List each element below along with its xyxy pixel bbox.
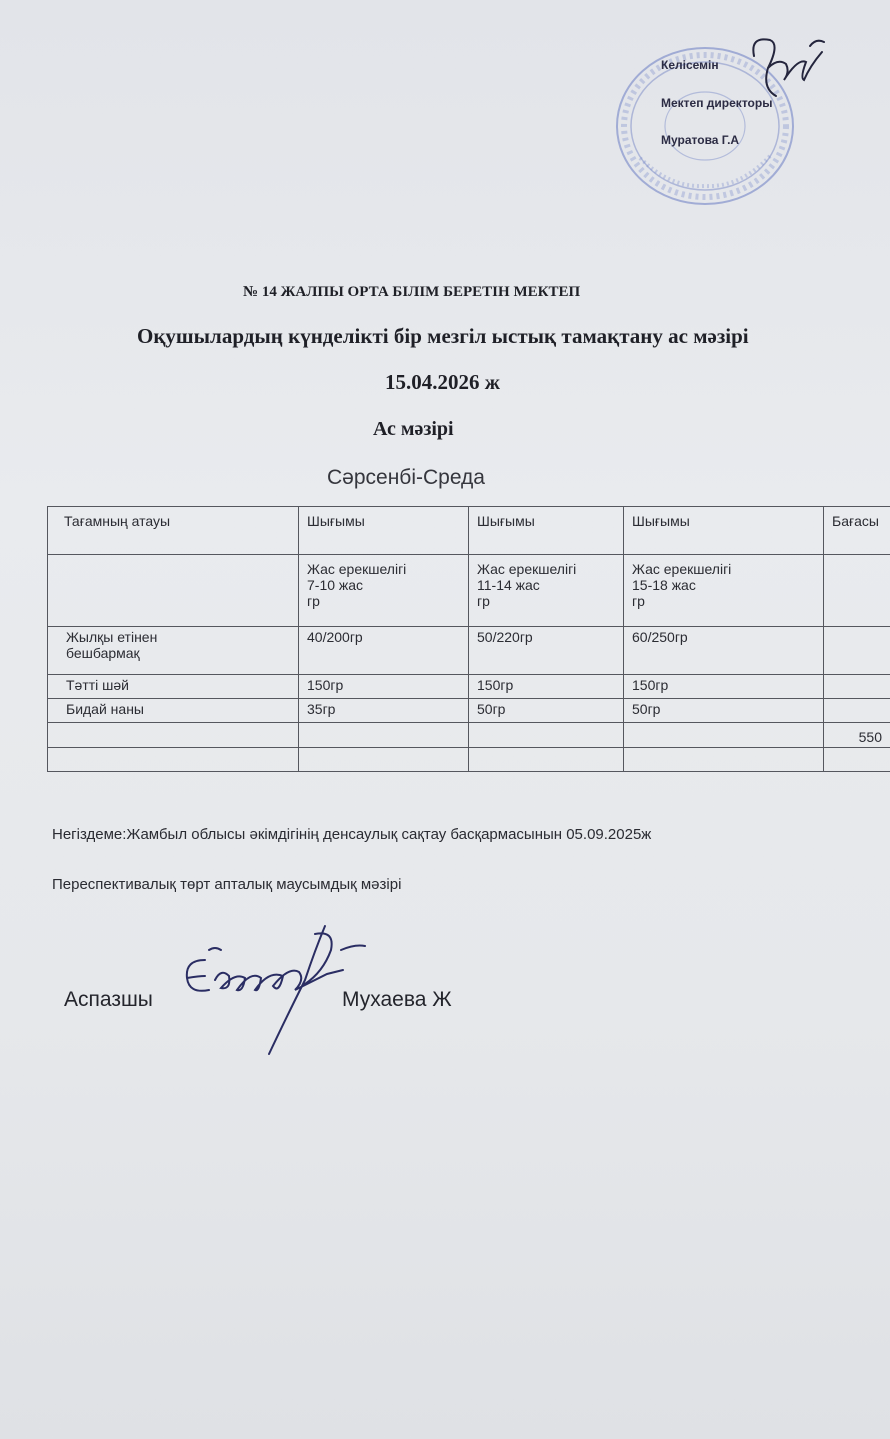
cook-name: Мухаева Ж xyxy=(342,988,452,1011)
table-cell xyxy=(48,748,299,772)
header-cell: Шығымы xyxy=(624,507,824,555)
table-cell: 35гр xyxy=(299,699,469,723)
table-cell xyxy=(48,723,299,748)
table-cell xyxy=(824,675,890,699)
table-cell xyxy=(824,627,890,675)
table-cell: Жылқы етінен бешбармақ xyxy=(48,627,299,675)
approval-position: Мектеп директоры xyxy=(661,96,773,110)
table-cell: 50/220гр xyxy=(469,627,624,675)
table-cell: 50гр xyxy=(469,699,624,723)
table-cell xyxy=(824,699,890,723)
basis-line-1: Негіздеме:Жамбыл облысы әкімдігінің денсаулық сақтау басқармасынын 05.09.2025ж xyxy=(52,826,652,843)
table-header-row xyxy=(48,507,890,555)
table-row xyxy=(48,723,890,748)
table-cell xyxy=(299,723,469,748)
director-signature xyxy=(740,28,830,103)
menu-title: Оқушылардың күнделікті бір мезгіл ыстық тамақтану ас мәзірі xyxy=(137,324,749,348)
day-of-week: Сәрсенбі-Среда xyxy=(327,466,485,489)
table-row xyxy=(48,675,890,699)
table-cell: 150гр xyxy=(469,675,624,699)
table-cell: Жас ерекшелігі 11-14 жас гр xyxy=(469,555,624,627)
table-cell xyxy=(469,723,624,748)
table-row xyxy=(48,555,890,627)
menu-label: Ас мәзірі xyxy=(373,418,454,440)
approval-name: Муратова Г.А xyxy=(661,133,740,147)
table-cell: 60/250гр xyxy=(624,627,824,675)
table-cell xyxy=(624,748,824,772)
header-cell: Шығымы xyxy=(299,507,469,555)
table-cell xyxy=(299,748,469,772)
table-row xyxy=(48,699,890,723)
table-cell: Тәтті шәй xyxy=(48,675,299,699)
table-cell xyxy=(824,748,890,772)
approval-agreed: Келісемін xyxy=(661,58,719,72)
header-cell: Бағасы xyxy=(824,507,890,555)
table-cell: Жас ерекшелігі 7-10 жас гр xyxy=(299,555,469,627)
table-cell: 150гр xyxy=(624,675,824,699)
header-cell: Шығымы xyxy=(469,507,624,555)
table-cell: 40/200гр xyxy=(299,627,469,675)
table-cell: 50гр xyxy=(624,699,824,723)
school-name: № 14 ЖАЛПЫ ОРТА БІЛІМ БЕРЕТІН МЕКТЕП xyxy=(243,284,581,300)
table-cell xyxy=(48,555,299,627)
menu-table xyxy=(47,506,890,772)
table-cell xyxy=(624,723,824,748)
price-cell: 550 xyxy=(824,723,890,748)
table-cell xyxy=(824,555,890,627)
table-row xyxy=(48,748,890,772)
cook-role: Аспазшы xyxy=(64,988,153,1011)
table-cell xyxy=(469,748,624,772)
menu-date: 15.04.2026 ж xyxy=(385,370,500,394)
table-cell: 150гр xyxy=(299,675,469,699)
header-cell: Тағамның атауы xyxy=(48,507,299,555)
table-cell: Бидай наны xyxy=(48,699,299,723)
table-row xyxy=(48,627,890,675)
table-cell: Жас ерекшелігі 15-18 жас гр xyxy=(624,555,824,627)
basis-line-2: Переспективалық төрт апталық маусымдық мәзірі xyxy=(52,876,402,893)
